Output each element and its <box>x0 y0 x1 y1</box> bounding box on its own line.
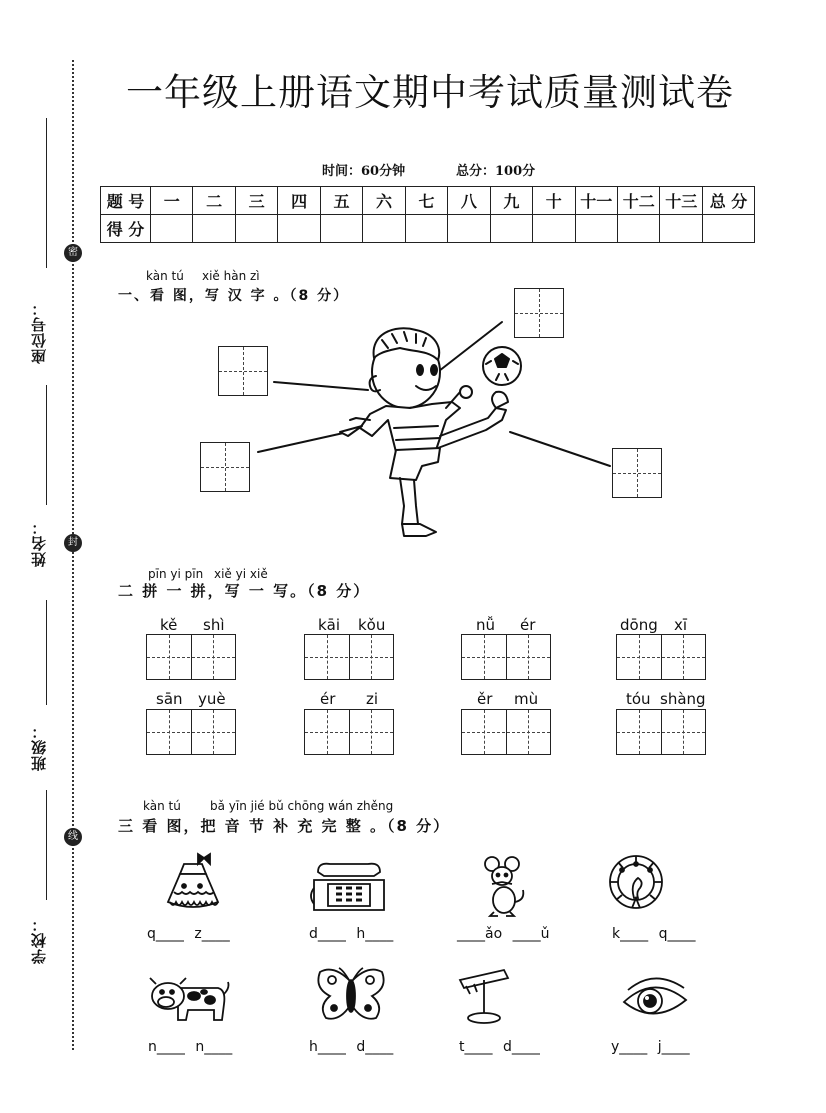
write-box-3[interactable] <box>514 288 564 338</box>
score-cell[interactable] <box>235 215 277 243</box>
score-cell[interactable] <box>617 215 659 243</box>
syllable-blank[interactable]: h____ d____ <box>309 1039 394 1055</box>
pinyin-syllable: kě <box>160 616 178 634</box>
score-row-label: 得 分 <box>101 215 151 243</box>
name-label: 姓名： <box>30 519 48 567</box>
score-cell[interactable] <box>278 215 320 243</box>
score-value-row <box>101 215 755 243</box>
syllable-blank[interactable]: n____ n____ <box>148 1039 233 1055</box>
score-cell[interactable] <box>533 215 575 243</box>
sec2-pinyin-b: xiě yi xiě <box>214 567 268 581</box>
seal-feng: 封 <box>64 534 82 552</box>
score-header-cell: 一 <box>151 187 193 215</box>
score-cell[interactable] <box>660 215 703 243</box>
pinyin-syllable: kāi <box>318 616 341 634</box>
score-header-cell: 四 <box>278 187 320 215</box>
write-pair-box[interactable] <box>146 709 236 755</box>
initial-letter: k <box>612 926 621 942</box>
score-cell[interactable] <box>363 215 405 243</box>
skirt-icon <box>160 852 226 914</box>
score-header-cell: 十二 <box>617 187 659 215</box>
syllable-blank[interactable]: ____ǎo ____ǔ <box>457 926 550 942</box>
desk-lamp-icon <box>454 966 514 1028</box>
score-cell[interactable] <box>575 215 617 243</box>
total-info: 总分：100分 <box>456 164 536 179</box>
time-info: 时间：60分钟 <box>322 164 406 179</box>
seat-line <box>46 118 47 268</box>
pinyin-syllable: yuè <box>198 690 226 708</box>
score-cell[interactable] <box>490 215 532 243</box>
seal-xian: 线 <box>64 828 82 846</box>
write-pair-box[interactable] <box>616 709 706 755</box>
initial-letter: j <box>657 1039 662 1055</box>
initial-letter: y <box>611 1039 620 1055</box>
score-header-cell: 十三 <box>660 187 703 215</box>
initial-letter: z <box>194 926 202 942</box>
score-cell[interactable] <box>405 215 447 243</box>
initial-letter: n <box>195 1039 205 1055</box>
sec3-pinyin-b: bǎ yīn jié bǔ chōng wán zhěng <box>210 799 394 813</box>
initial-letter: q <box>658 926 668 942</box>
score-header-row <box>101 187 755 215</box>
score-header-cell: 五 <box>320 187 362 215</box>
write-pair-box[interactable] <box>304 709 394 755</box>
cow-icon <box>148 970 230 1026</box>
score-cell[interactable] <box>320 215 362 243</box>
score-header-cell: 题 号 <box>101 187 151 215</box>
write-box-4[interactable] <box>612 448 662 498</box>
class-line <box>46 600 47 705</box>
pinyin-syllable: mù <box>514 690 539 708</box>
pinyin-syllable: shàng <box>660 690 706 708</box>
page-title: 一年级上册语文期中考试质量测试卷 <box>126 71 734 114</box>
school-line <box>46 790 47 900</box>
soccer-boy-illustration <box>190 280 670 540</box>
telephone-icon <box>308 858 390 916</box>
initial-letter: t <box>459 1039 465 1055</box>
binding-line <box>72 60 74 1050</box>
write-box-1[interactable] <box>218 346 268 396</box>
score-cell[interactable] <box>448 215 490 243</box>
score-header-cell: 十 <box>533 187 575 215</box>
sec2-title: 二 拼 一 拼，写 一 写。（8 分） <box>118 582 371 600</box>
pinyin-syllable: zi <box>366 690 379 708</box>
syllable-blank[interactable]: t____ d____ <box>459 1039 540 1055</box>
mouse-icon <box>480 856 526 918</box>
score-cell[interactable] <box>193 215 235 243</box>
initial-letter: h <box>309 1039 318 1055</box>
pinyin-syllable: sān <box>156 690 183 708</box>
score-header-cell: 九 <box>490 187 532 215</box>
initial-letter: d <box>309 926 318 942</box>
score-header-cell: 三 <box>235 187 277 215</box>
eye-icon <box>620 972 690 1028</box>
pinyin-syllable: dōng <box>620 616 658 634</box>
pinyin-syllable: ér <box>320 690 336 708</box>
school-label: 学校： <box>30 916 48 964</box>
pinyin-syllable: ér <box>520 616 536 634</box>
syllable-blank[interactable]: k____ q____ <box>612 926 696 942</box>
final-letter: ǎo <box>485 926 503 942</box>
final-letter: ǔ <box>540 926 550 942</box>
write-pair-box[interactable] <box>304 634 394 680</box>
initial-letter: d <box>502 1039 512 1055</box>
initial-letter: h <box>356 926 366 942</box>
butterfly-icon <box>314 964 388 1026</box>
write-box-2[interactable] <box>200 442 250 492</box>
sec1-pinyin-a: kàn tú <box>146 269 184 283</box>
initial-letter: d <box>356 1039 366 1055</box>
initial-letter: n <box>148 1039 157 1055</box>
write-pair-box[interactable] <box>461 709 551 755</box>
syllable-blank[interactable]: q____ z____ <box>147 926 230 942</box>
pinyin-syllable: kǒu <box>358 616 386 634</box>
write-pair-box[interactable] <box>616 634 706 680</box>
syllable-blank[interactable]: y____ j____ <box>611 1039 690 1055</box>
seat-label: 座位号： <box>30 300 48 364</box>
score-cell[interactable] <box>151 215 193 243</box>
score-table <box>100 186 755 243</box>
pinyin-syllable: ěr <box>477 690 493 708</box>
sec3-pinyin-a: kàn tú <box>143 799 181 813</box>
initial-letter: q <box>147 926 156 942</box>
sec3-title: 三 看 图，把 音 节 补 充 完 整 。（8 分） <box>118 817 451 835</box>
pinyin-syllable: nǚ <box>476 616 496 634</box>
sec2-pinyin-a: pīn yi pīn <box>148 567 204 581</box>
score-header-cell: 十一 <box>575 187 617 215</box>
syllable-blank[interactable]: d____ h____ <box>309 926 394 942</box>
sec1-title: 一、看 图，写 汉 字 。（8 分） <box>118 288 350 304</box>
sec1-pinyin-b: xiě hàn zì <box>202 269 260 283</box>
class-label: 班级： <box>30 723 48 771</box>
write-pair-box[interactable] <box>146 634 236 680</box>
score-header-cell: 总 分 <box>703 187 755 215</box>
score-header-cell: 二 <box>193 187 235 215</box>
score-header-cell: 八 <box>448 187 490 215</box>
name-line <box>46 385 47 505</box>
write-pair-box[interactable] <box>461 634 551 680</box>
pinyin-syllable: shì <box>203 616 225 634</box>
seal-mi: 密 <box>64 244 82 262</box>
score-header-cell: 七 <box>405 187 447 215</box>
peacock-icon <box>606 852 666 914</box>
score-header-cell: 六 <box>363 187 405 215</box>
pinyin-syllable: tóu <box>626 690 651 708</box>
pinyin-syllable: xī <box>674 616 688 634</box>
score-cell[interactable] <box>703 215 755 243</box>
